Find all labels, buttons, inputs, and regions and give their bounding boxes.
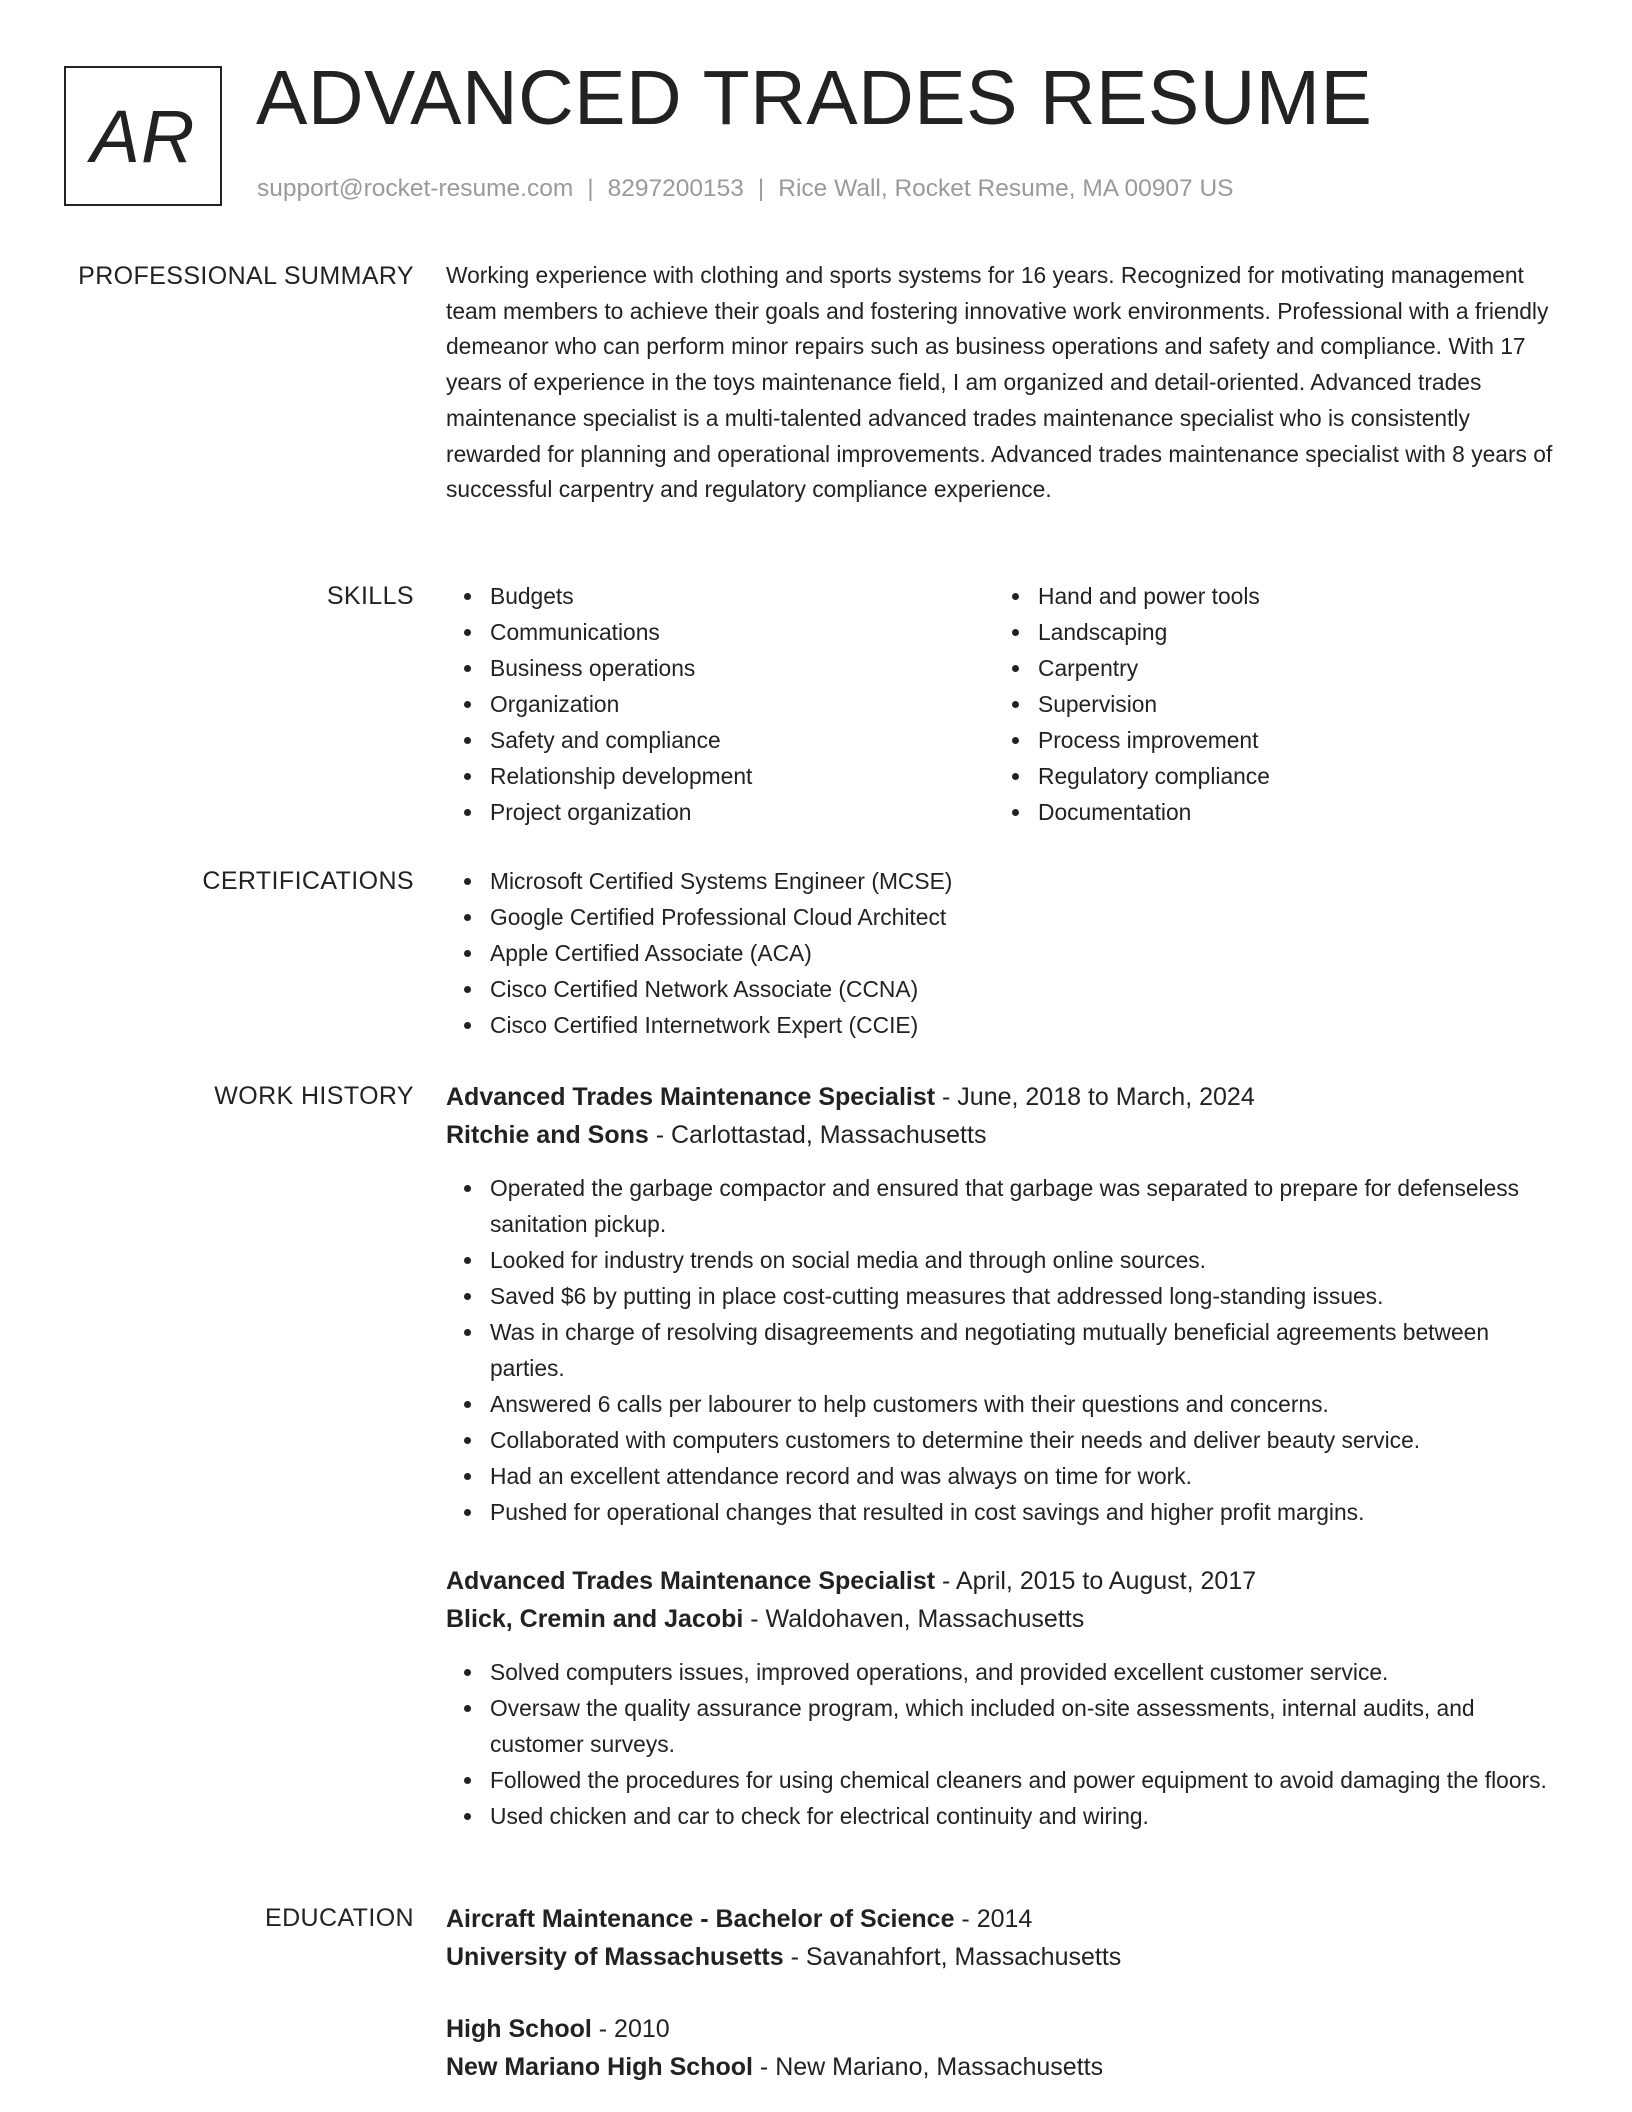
education-degree-line [446, 2010, 1560, 2048]
summary-text: Working experience with clothing and sports systems for 16 years. Recognized for motivating management team members to achieve their goals and fostering innovative work environments. Professional with a friendly demeanor who can perform minor repairs such as business operations and safety and compliance. With 17 years of experience in the toys maintenance field, I am organized and detail-oriented. Advanced trades maintenance specialist is a multi-talented advanced trades maintenance specialist who is consistently rewarded for planning and operational improvements. Advanced trades maintenance specialist with 8 years of successful carpentry and regulatory compliance experience. [446, 262, 1553, 503]
skill-item: Supervision [994, 686, 1542, 722]
duty-item: Operated the garbage compactor and ensured that garbage was separated to prepare for defenseless sanitation pickup. [446, 1170, 1560, 1242]
education-school: University of Massachusetts [446, 1943, 784, 1971]
certification-item: Google Certified Professional Cloud Architect [446, 899, 1560, 935]
duty-item: Solved computers issues, improved operations, and provided excellent customer service. [446, 1654, 1560, 1690]
skills-column-left [446, 578, 994, 830]
skill-item: Communications [446, 614, 994, 650]
duty-item: Had an excellent attendance record and was always on time for work. [446, 1458, 1560, 1494]
education-school-line [446, 2048, 1560, 2086]
education-year: - 2010 [591, 2015, 670, 2043]
certification-item: Apple Certified Associate (ACA) [446, 935, 1560, 971]
work-history-list [446, 1078, 1560, 1834]
education-location: - Savanahfort, Massachusetts [783, 1943, 1122, 1971]
contact-line [257, 175, 1234, 203]
skills-list [446, 578, 1560, 830]
skill-item: Budgets [446, 578, 994, 614]
job-dates: - June, 2018 to March, 2024 [935, 1083, 1255, 1111]
section-heading-certifications: CERTIFICATIONS [202, 867, 414, 895]
skill-item: Landscaping [994, 614, 1542, 650]
skill-item: Organization [446, 686, 994, 722]
duty-item: Oversaw the quality assurance program, which included on-site assessments, internal audits, and customer surveys. [446, 1690, 1560, 1762]
contact-phone[interactable]: 8297200153 [607, 175, 744, 202]
job-company-line [446, 1600, 1560, 1638]
education-school-line [446, 1938, 1560, 1976]
duty-item: Answered 6 calls per labourer to help customers with their questions and concerns. [446, 1386, 1560, 1422]
skill-item: Project organization [446, 794, 994, 830]
job-company: Ritchie and Sons [446, 1121, 649, 1149]
job-location: - Carlottastad, Massachusetts [648, 1121, 987, 1149]
certifications-list [446, 863, 1560, 1043]
education-entry [446, 1900, 1560, 1976]
page-title: ADVANCED TRADES RESUME [256, 55, 1373, 141]
job-title-line [446, 1078, 1560, 1116]
education-degree: Aircraft Maintenance - Bachelor of Science [446, 1905, 955, 1933]
job-title-line [446, 1562, 1560, 1600]
job-duties [446, 1654, 1560, 1834]
duty-item: Collaborated with computers customers to determine their needs and deliver beauty service. [446, 1422, 1560, 1458]
job-company: Blick, Cremin and Jacobi [446, 1605, 744, 1633]
contact-separator: | [587, 175, 594, 202]
duty-item: Was in charge of resolving disagreements and negotiating mutually beneficial agreements between parties. [446, 1314, 1560, 1386]
monogram-logo: AR [64, 66, 222, 206]
job-entry [446, 1078, 1560, 1530]
skills-column-right [994, 578, 1542, 830]
skill-item: Regulatory compliance [994, 758, 1542, 794]
education-location: - New Mariano, Massachusetts [752, 2053, 1104, 2081]
duty-item: Saved $6 by putting in place cost-cutting measures that addressed long-standing issues. [446, 1278, 1560, 1314]
certification-item: Microsoft Certified Systems Engineer (MCSE) [446, 863, 1560, 899]
job-duties [446, 1170, 1560, 1530]
contact-email[interactable]: support@rocket-resume.com [257, 175, 574, 202]
skill-item: Documentation [994, 794, 1542, 830]
job-company-line [446, 1116, 1560, 1154]
contact-address: Rice Wall, Rocket Resume, MA 00907 US [778, 175, 1234, 202]
job-title: Advanced Trades Maintenance Specialist [446, 1083, 936, 1111]
section-heading-summary: PROFESSIONAL SUMMARY [78, 262, 414, 290]
education-degree-line [446, 1900, 1560, 1938]
skill-item: Process improvement [994, 722, 1542, 758]
section-heading-work-history: WORK HISTORY [214, 1082, 414, 1110]
education-year: - 2014 [954, 1905, 1033, 1933]
education-entry [446, 2010, 1560, 2086]
skill-item: Business operations [446, 650, 994, 686]
section-heading-skills: SKILLS [326, 582, 414, 610]
job-title: Advanced Trades Maintenance Specialist [446, 1567, 936, 1595]
certification-item: Cisco Certified Internetwork Expert (CCIE) [446, 1007, 1560, 1043]
job-entry [446, 1562, 1560, 1834]
job-dates: - April, 2015 to August, 2017 [935, 1567, 1257, 1595]
education-degree: High School [446, 2015, 592, 2043]
education-list [446, 1900, 1560, 2086]
duty-item: Used chicken and car to check for electrical continuity and wiring. [446, 1798, 1560, 1834]
section-heading-education: EDUCATION [265, 1904, 414, 1932]
job-location: - Waldohaven, Massachusetts [743, 1605, 1085, 1633]
duty-item: Followed the procedures for using chemical cleaners and power equipment to avoid damaging the floors. [446, 1762, 1560, 1798]
duty-item: Pushed for operational changes that resulted in cost savings and higher profit margins. [446, 1494, 1560, 1530]
education-school: New Mariano High School [446, 2053, 753, 2081]
skill-item: Hand and power tools [994, 578, 1542, 614]
certification-item: Cisco Certified Network Associate (CCNA) [446, 971, 1560, 1007]
skill-item: Relationship development [446, 758, 994, 794]
skill-item: Safety and compliance [446, 722, 994, 758]
skill-item: Carpentry [994, 650, 1542, 686]
duty-item: Looked for industry trends on social media and through online sources. [446, 1242, 1560, 1278]
contact-separator: | [757, 175, 765, 202]
